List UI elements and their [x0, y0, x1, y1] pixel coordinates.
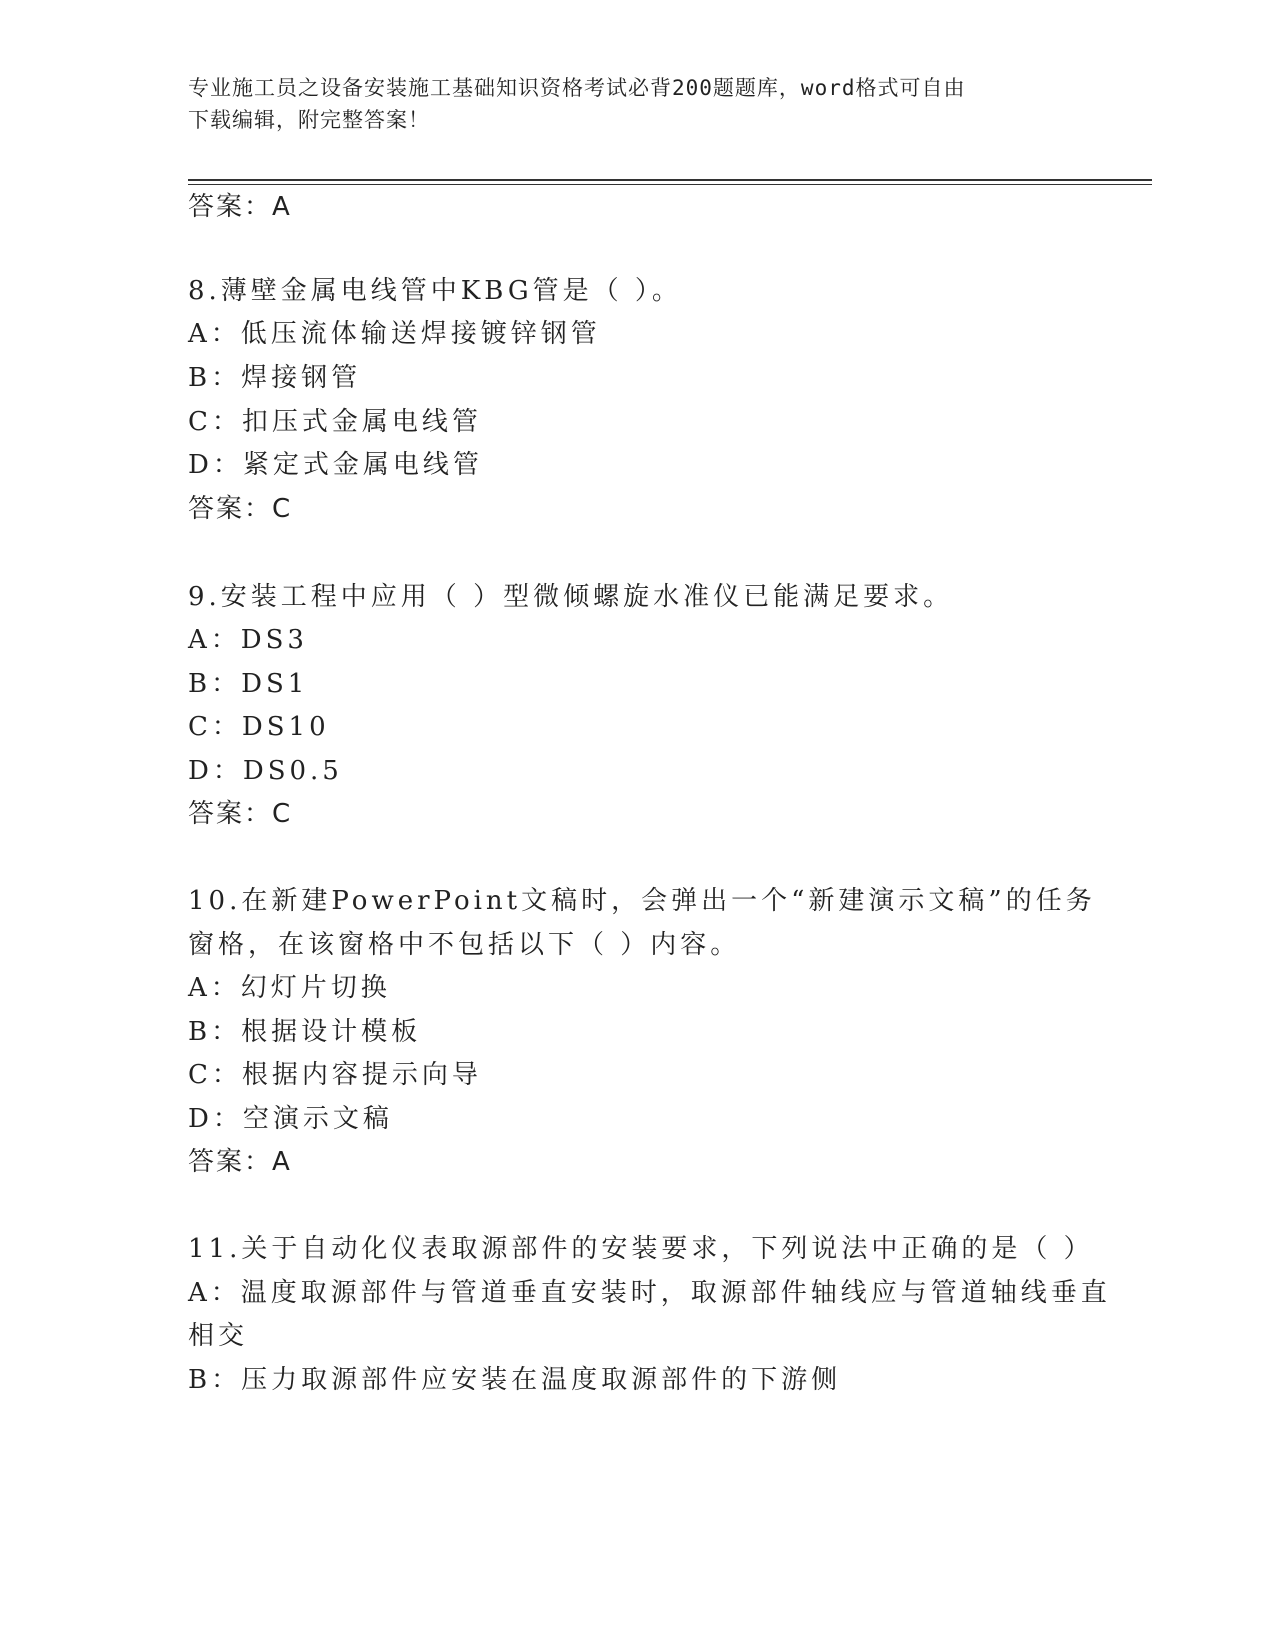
question-11-stem: 11.关于自动化仪表取源部件的安装要求，下列说法中正确的是（ ）	[188, 1234, 1094, 1264]
question-9-option-d: D：DS0.5	[188, 756, 343, 786]
header-rule-thin	[188, 184, 1152, 185]
question-11-option-a-line-1: A：温度取源部件与管道垂直安装时，取源部件轴线应与管道轴线垂直	[188, 1278, 1111, 1308]
question-10-option-b: B：根据设计模板	[188, 1017, 422, 1047]
question-10-stem-line-1: 10.在新建PowerPoint文稿时，会弹出一个“新建演示文稿”的任务	[188, 886, 1096, 916]
question-8-option-c: C：扣压式金属电线管	[188, 407, 482, 437]
question-10-stem-line-2: 窗格，在该窗格中不包括以下（ ）内容。	[188, 930, 741, 960]
question-9-option-c: C：DS10	[188, 712, 330, 742]
answer-q8: 答案：C	[188, 494, 293, 524]
question-9-option-a: A：DS3	[188, 625, 308, 655]
question-8-option-b: B：焊接钢管	[188, 363, 362, 393]
question-8-option-a: A：低压流体输送焊接镀锌钢管	[188, 319, 601, 349]
document-header	[188, 72, 1088, 136]
header-line-1: 专业施工员之设备安装施工基础知识资格考试必背200题题库，word格式可自由	[188, 76, 966, 100]
question-11-option-b: B：压力取源部件应安装在温度取源部件的下游侧	[188, 1365, 842, 1395]
question-9-stem: 9.安装工程中应用（ ）型微倾螺旋水准仪已能满足要求。	[188, 582, 954, 612]
question-11-option-a-line-2: 相交	[188, 1321, 249, 1351]
header-line-2: 下载编辑，附完整答案！	[188, 108, 430, 132]
question-8-stem: 8.薄壁金属电线管中KBG管是（ ）。	[188, 276, 682, 306]
answer-q9: 答案：C	[188, 799, 293, 829]
question-10-option-d: D：空演示文稿	[188, 1104, 393, 1134]
question-10-option-a: A：幻灯片切换	[188, 973, 391, 1003]
question-8-option-d: D：紧定式金属电线管	[188, 450, 483, 480]
question-10-option-c: C：根据内容提示向导	[188, 1060, 482, 1090]
question-9-option-b: B：DS1	[188, 669, 309, 699]
header-rule-thick	[188, 179, 1152, 181]
answer-q7: 答案：A	[188, 192, 292, 222]
answer-q10: 答案：A	[188, 1147, 292, 1177]
